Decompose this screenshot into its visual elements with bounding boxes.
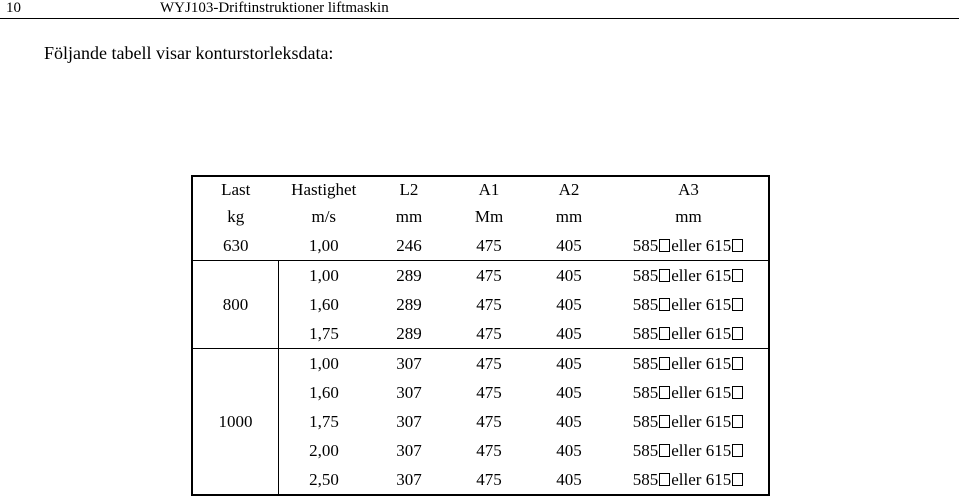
a3-alt-value: eller 615 <box>671 440 732 460</box>
value-cell: 405 <box>556 440 582 460</box>
table-row <box>192 407 769 436</box>
header-row-2 <box>192 203 769 231</box>
header-cell: Last <box>221 180 251 199</box>
value-cell: 1,60 <box>309 382 339 402</box>
a3-cell <box>609 407 769 436</box>
load-cell: 630 <box>223 235 249 255</box>
value-cell: 289 <box>396 323 422 343</box>
table-row <box>192 261 769 291</box>
value-cell: 405 <box>529 261 609 291</box>
value-cell: 307 <box>369 349 449 379</box>
unit-cell: mm <box>675 207 702 226</box>
header-cell: L2 <box>399 180 419 199</box>
header-cell: A3 <box>678 180 699 199</box>
value-cell: 475 <box>476 294 502 314</box>
value-cell: 475 <box>476 382 502 402</box>
value-cell: 405 <box>556 382 582 402</box>
unit-cell: mm <box>555 207 583 226</box>
table-body <box>192 176 769 495</box>
a3-alt-value: eller 615 <box>671 353 732 373</box>
value-cell: 307 <box>396 440 422 460</box>
table-row <box>192 231 769 261</box>
header-cell: Hastighet <box>291 180 357 199</box>
missing-glyph-icon <box>732 415 743 428</box>
a3-alt-value: eller 615 <box>671 294 732 314</box>
missing-glyph-icon <box>732 269 743 282</box>
unit-cell: Mm <box>474 207 504 226</box>
value-cell: 2,50 <box>309 469 339 489</box>
value-cell: 307 <box>396 411 422 431</box>
missing-glyph-icon <box>659 298 670 311</box>
value-cell: 289 <box>369 261 449 291</box>
page-number: 10 <box>6 0 21 16</box>
value-cell: 1,75 <box>309 411 339 431</box>
a3-alt-value: eller 615 <box>671 469 732 489</box>
a3-cell <box>609 290 769 319</box>
missing-glyph-icon <box>659 327 670 340</box>
value-cell: 307 <box>396 469 422 489</box>
value-cell: 1,00 <box>279 261 370 291</box>
value-cell: 1,75 <box>309 323 339 343</box>
a3-value: 585 <box>632 382 659 402</box>
value-cell: 475 <box>476 235 502 255</box>
a3-value: 585 <box>632 294 659 314</box>
a3-cell <box>609 436 769 465</box>
a3-alt-value: eller 615 <box>671 382 732 402</box>
a3-value: 585 <box>632 323 659 343</box>
missing-glyph-icon <box>732 357 743 370</box>
a3-alt-value: eller 615 <box>671 265 732 285</box>
missing-glyph-icon <box>659 357 670 370</box>
value-cell: 405 <box>556 294 582 314</box>
value-cell: 405 <box>556 469 582 489</box>
a3-value: 585 <box>632 440 659 460</box>
missing-glyph-icon <box>732 386 743 399</box>
missing-glyph-icon <box>659 239 670 252</box>
load-cell: 1000 <box>192 349 279 496</box>
value-cell: 1,00 <box>279 349 370 379</box>
missing-glyph-icon <box>732 298 743 311</box>
value-cell: 475 <box>476 323 502 343</box>
header-row-1 <box>192 176 769 203</box>
a3-value: 585 <box>632 235 659 255</box>
missing-glyph-icon <box>659 415 670 428</box>
value-cell: 1,60 <box>309 294 339 314</box>
a3-value: 585 <box>632 353 659 373</box>
a3-value: 585 <box>632 469 659 489</box>
missing-glyph-icon <box>732 473 743 486</box>
value-cell: 475 <box>449 261 529 291</box>
value-cell: 307 <box>396 382 422 402</box>
missing-glyph-icon <box>732 239 743 252</box>
a3-cell <box>609 261 769 291</box>
table-row <box>192 465 769 495</box>
a3-cell <box>609 465 769 495</box>
table-row <box>192 319 769 349</box>
unit-cell: kg <box>227 207 245 226</box>
missing-glyph-icon <box>732 444 743 457</box>
value-cell: 475 <box>476 411 502 431</box>
intro-text: Följande tabell visar konturstorleksdata: <box>44 43 334 63</box>
value-cell: 405 <box>556 411 582 431</box>
value-cell: 1,00 <box>308 235 339 255</box>
missing-glyph-icon <box>732 327 743 340</box>
value-cell: 405 <box>556 323 582 343</box>
dimension-table <box>191 175 770 496</box>
value-cell: 289 <box>396 294 422 314</box>
value-cell: 2,00 <box>309 440 339 460</box>
header-rule <box>0 18 959 19</box>
table-row <box>192 290 769 319</box>
document-title: WYJ103-Driftinstruktioner liftmaskin <box>160 0 389 16</box>
missing-glyph-icon <box>659 444 670 457</box>
value-cell: 405 <box>529 349 609 379</box>
a3-cell <box>609 349 769 379</box>
value-cell: 405 <box>556 235 582 255</box>
load-cell: 800 <box>192 261 279 349</box>
a3-cell <box>609 231 769 261</box>
value-cell: 475 <box>476 469 502 489</box>
table-row <box>192 436 769 465</box>
missing-glyph-icon <box>659 473 670 486</box>
value-cell: 475 <box>476 440 502 460</box>
dimension-table-container <box>191 175 770 496</box>
a3-cell <box>609 319 769 349</box>
header-cell: A1 <box>478 180 500 199</box>
a3-alt-value: eller 615 <box>671 235 732 255</box>
missing-glyph-icon <box>659 269 670 282</box>
a3-value: 585 <box>632 411 659 431</box>
value-cell: 475 <box>449 349 529 379</box>
a3-alt-value: eller 615 <box>671 323 732 343</box>
value-cell: 246 <box>396 235 422 255</box>
a3-value: 585 <box>632 265 659 285</box>
unit-cell: mm <box>395 207 423 226</box>
a3-cell <box>609 378 769 407</box>
missing-glyph-icon <box>659 386 670 399</box>
table-row <box>192 349 769 379</box>
unit-cell: m/s <box>311 207 337 226</box>
a3-alt-value: eller 615 <box>671 411 732 431</box>
table-row <box>192 378 769 407</box>
header-cell: A2 <box>558 180 580 199</box>
page-header <box>0 0 959 22</box>
